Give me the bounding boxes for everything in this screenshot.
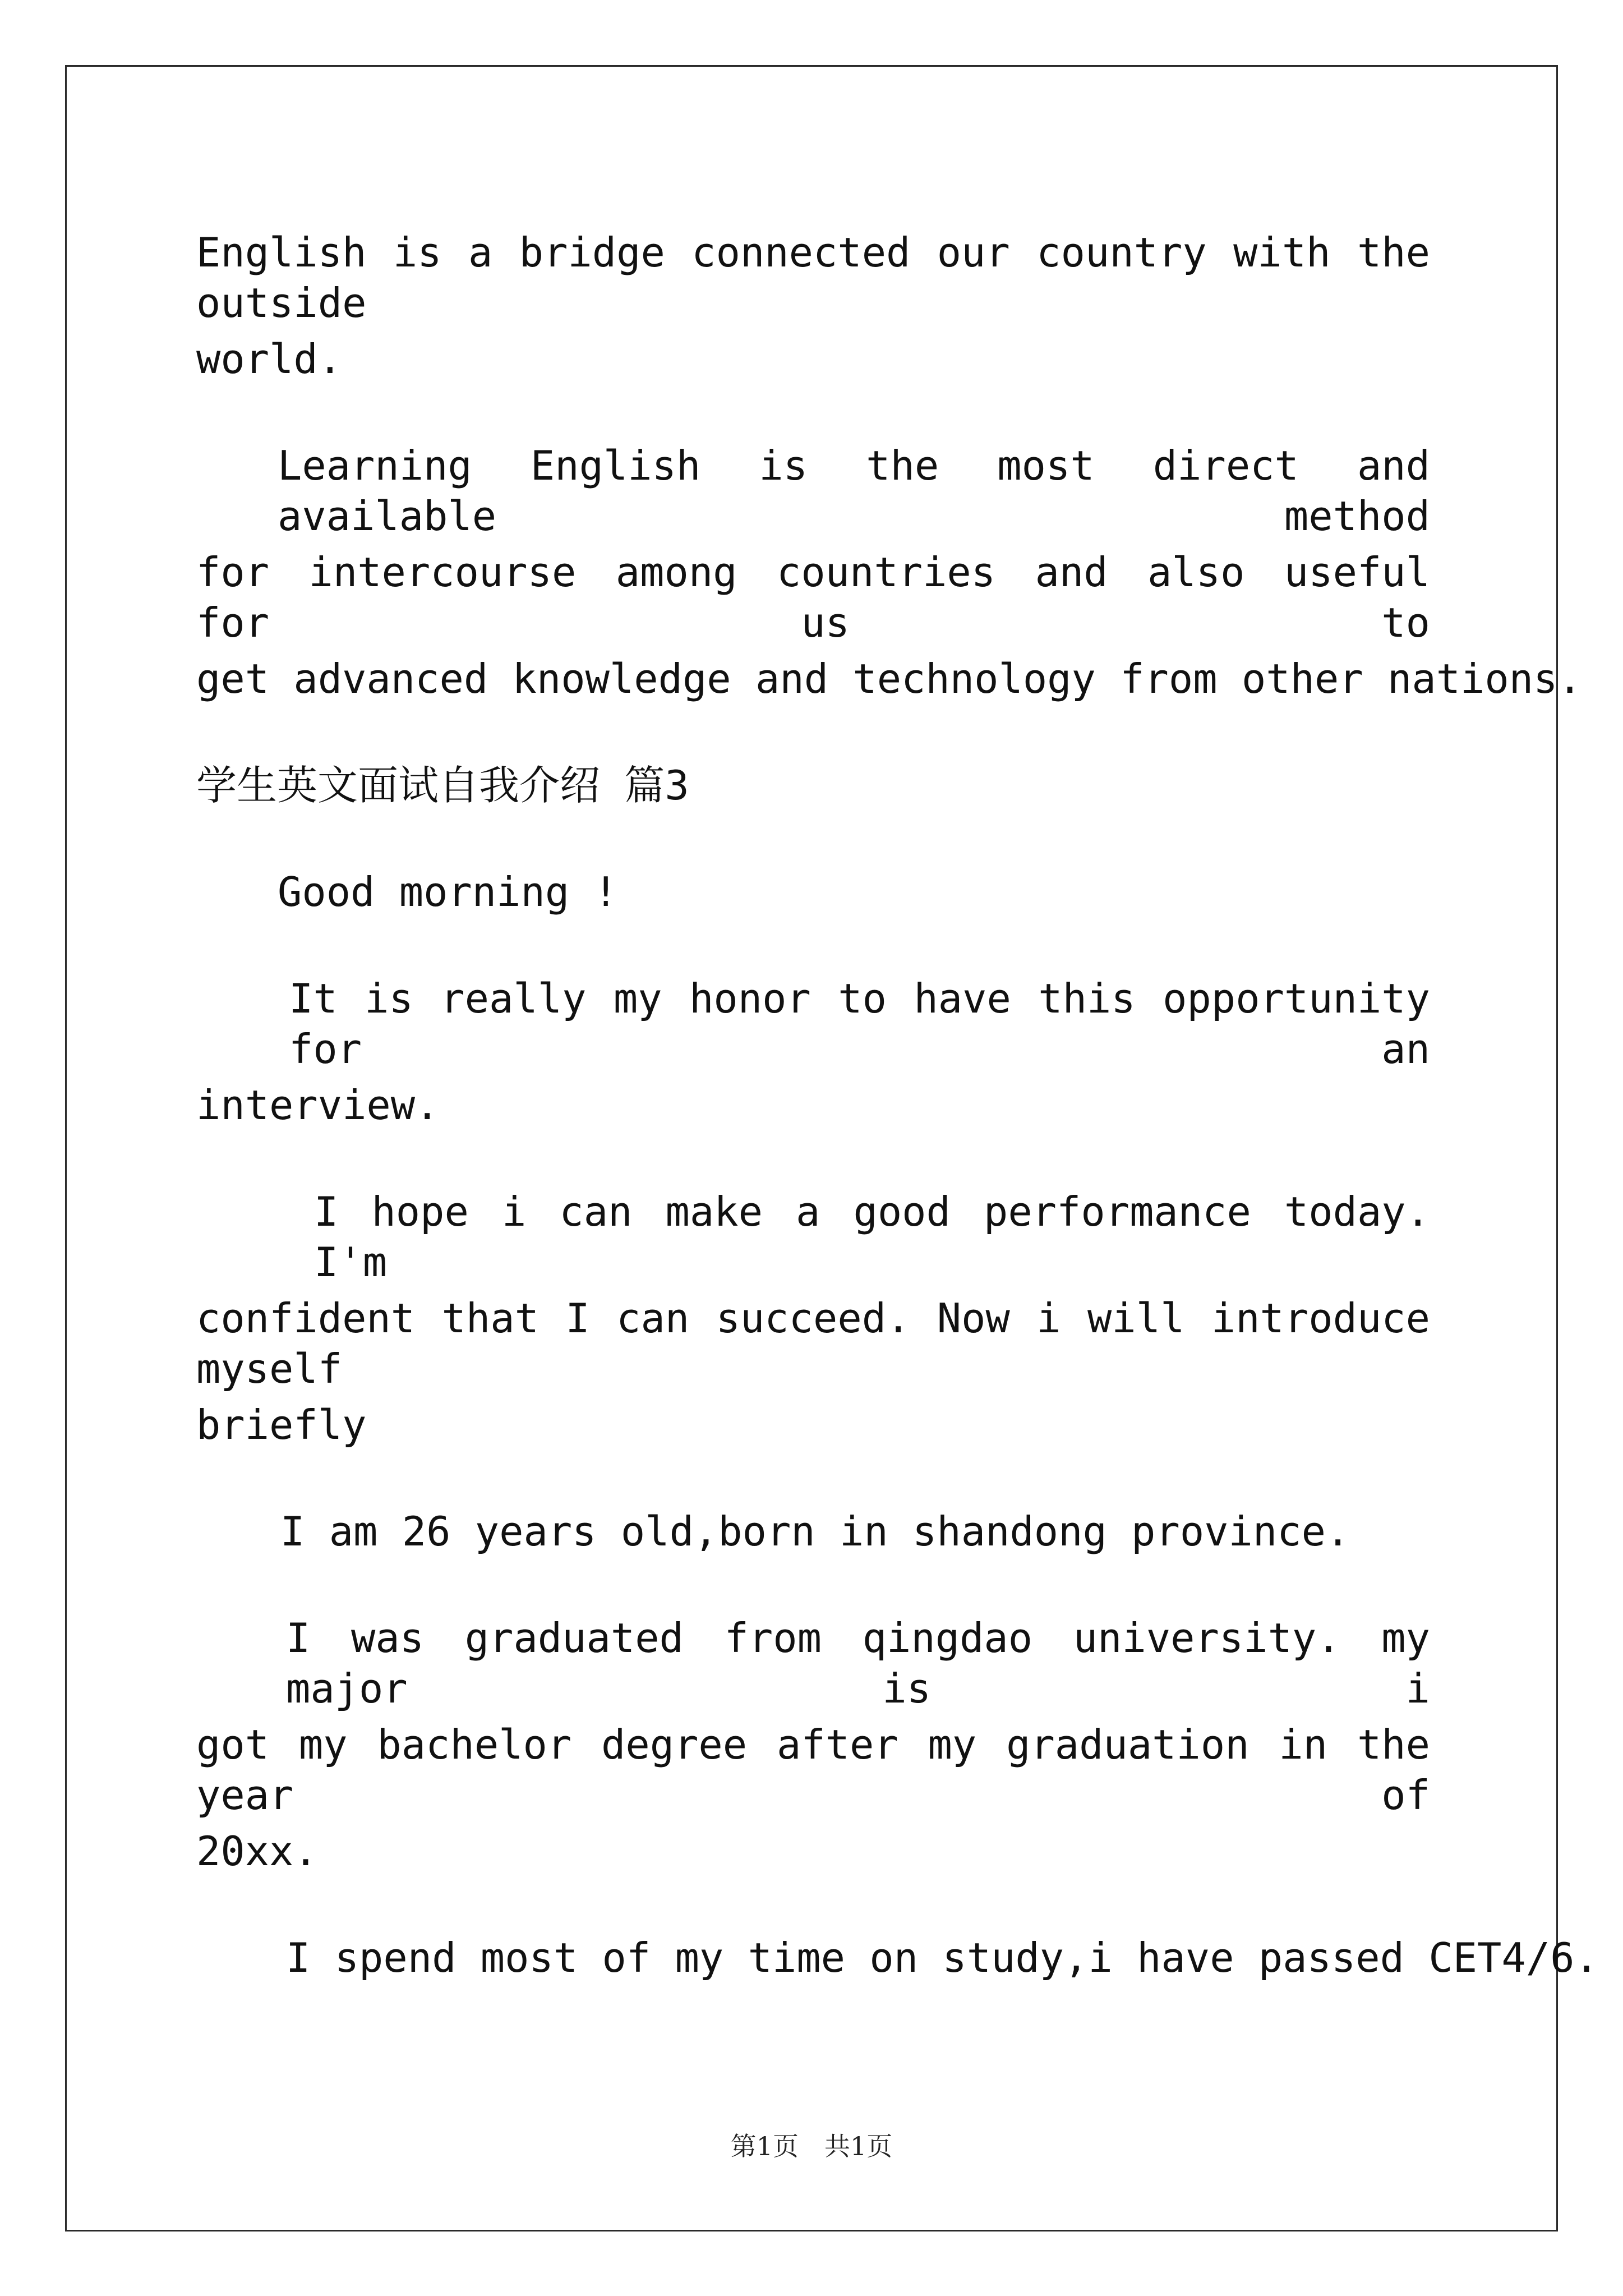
text-line: 20xx. (196, 1828, 318, 1875)
page-footer: 第1页 共1页 (730, 2131, 893, 2161)
text-line: I spend most of my time on study,i have passed CET4/6. (286, 1934, 1599, 1981)
text-line: English is a bridge connected our country with the outside (196, 229, 1430, 326)
text-line: interview. (196, 1082, 440, 1129)
text-line: confident that I can succeed. Now i will introduce myself (196, 1295, 1430, 1392)
text-line: got my bachelor degree after my graduation in the year of (196, 1721, 1430, 1819)
text-line: I hope i can make a good performance today. I'm (314, 1188, 1430, 1286)
text-line: I was graduated from qingdao university. my major is i (286, 1614, 1430, 1712)
text-line: It is really my honor to have this opportunity for an (289, 975, 1430, 1073)
text-line: Learning English is the most direct and available method (278, 442, 1430, 540)
page-border (65, 65, 1558, 2231)
text-line: world. (196, 335, 343, 383)
text-line: briefly (196, 1401, 367, 1448)
section-heading: 学生英文面试自我介绍 篇3 (196, 762, 689, 809)
text-line: Good morning ! (278, 868, 618, 915)
text-line: for intercourse among countries and also useful for us to (196, 549, 1430, 646)
text-line: I am 26 years old,born in shandong province. (280, 1508, 1350, 1555)
text-line: get advanced knowledge and technology from other nations. (196, 655, 1582, 702)
